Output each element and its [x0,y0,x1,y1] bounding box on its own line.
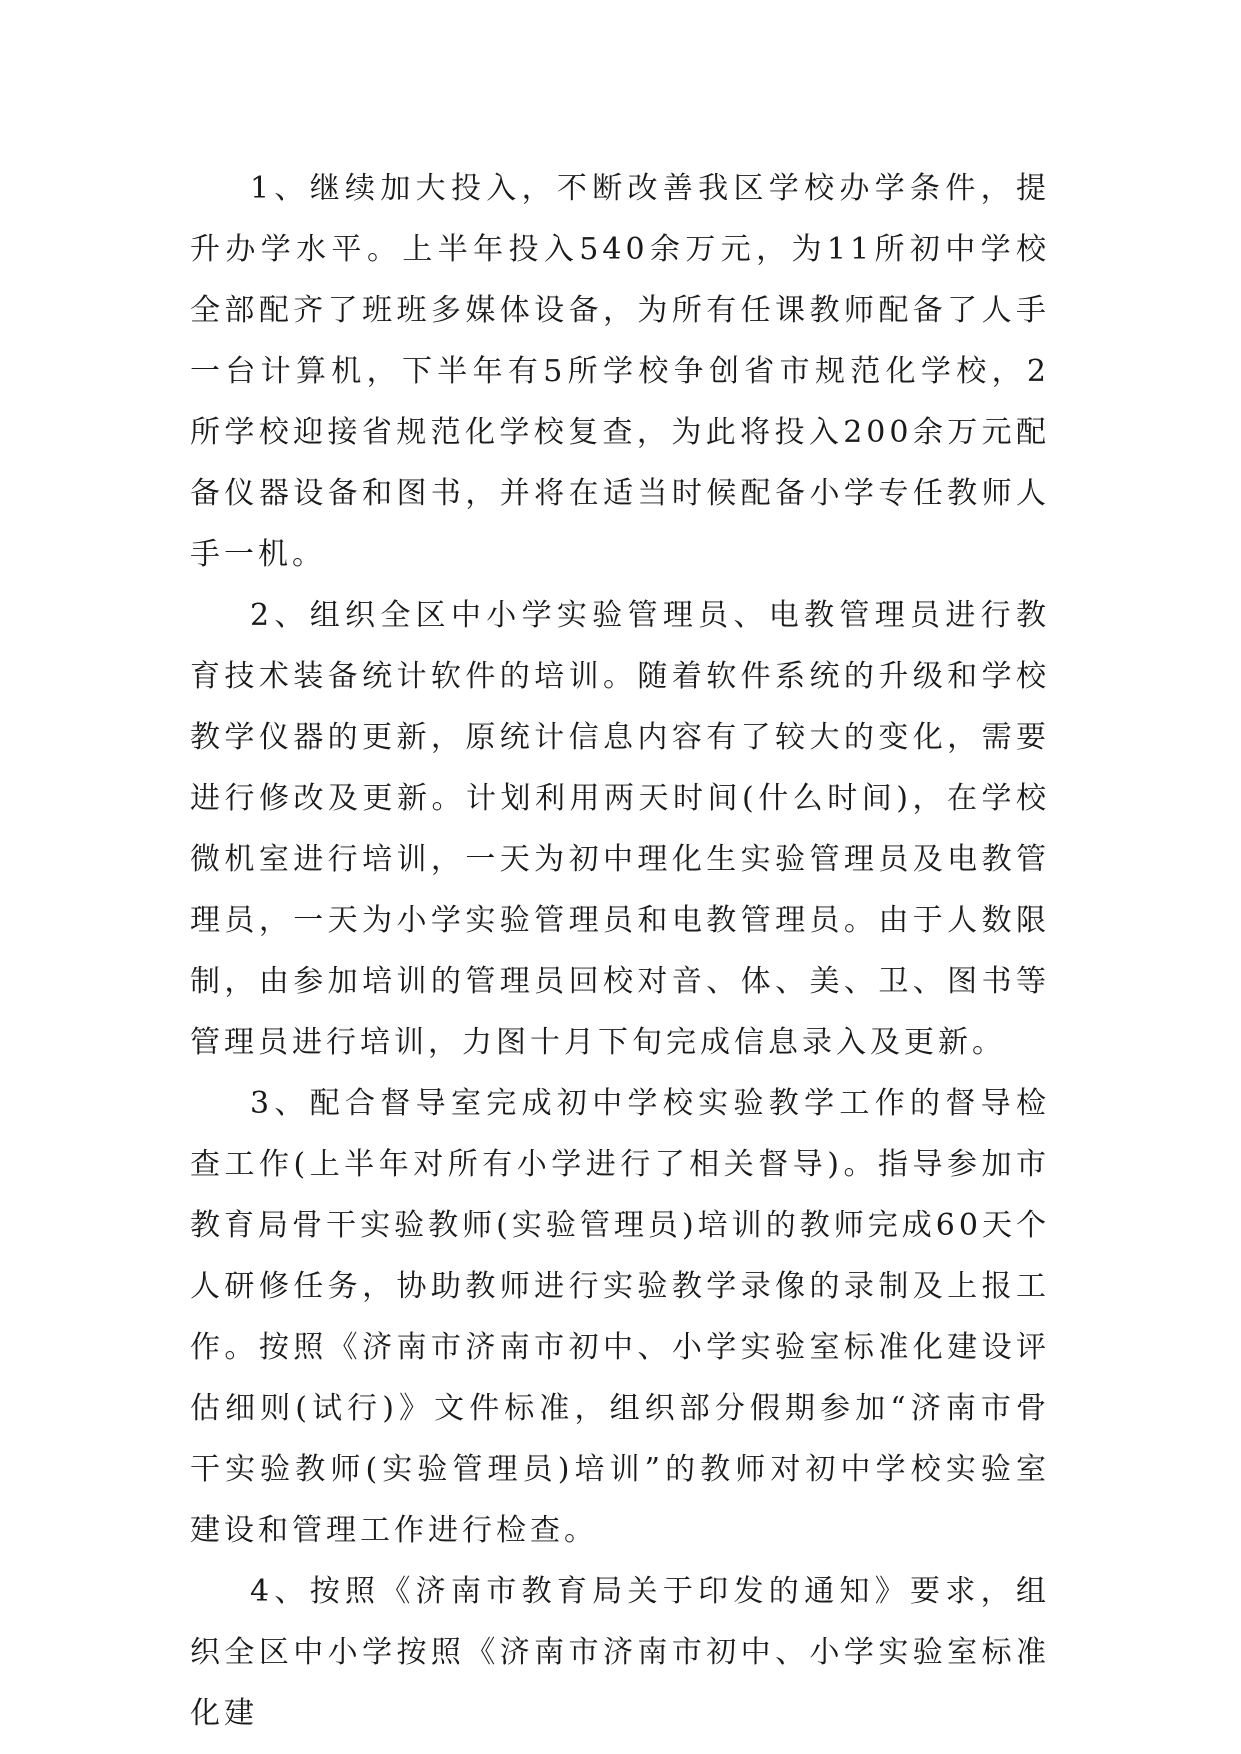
document-body [190,158,1050,1744]
paragraph-1: 1、继续加大投入，不断改善我区学校办学条件，提升办学水平。上半年投入540余万元，为11所初中学校全部配齐了班班多媒体设备，为所有任课教师配备了人手一台计算机，下半年有5所学校争创省市规范化学校，2所学校迎接省规范化学校复查，为此将投入200余万元配备仪器设备和图书，并将在适当时候配备小学专任教师人手一机。 [190,171,1050,572]
paragraph-2: 2、组织全区中小学实验管理员、电教管理员进行教育技术装备统计软件的培训。随着软件系统的升级和学校教学仪器的更新，原统计信息内容有了较大的变化，需要进行修改及更新。计划利用两天时间(什么时间)，在学校微机室进行培训，一天为初中理化生实验管理员及电教管理员，一天为小学实验管理员和电教管理员。由于人数限制，由参加培训的管理员回校对音、体、美、卫、图书等管理员进行培训，力图十月下旬完成信息录入及更新。 [190,598,1050,1060]
paragraph-4: 4、按照《济南市教育局关于印发的通知》要求，组织全区中小学按照《济南市济南市初中、小学实验室标准化建 [190,1574,1050,1731]
paragraph-3: 3、配合督导室完成初中学校实验教学工作的督导检查工作(上半年对所有小学进行了相关督导)。指导参加市教育局骨干实验教师(实验管理员)培训的教师完成60天个人研修任务，协助教师进行实验教学录像的录制及上报工作。按照《济南市济南市初中、小学实验室标准化建设评估细则(试行)》文件标准，组织部分假期参加“济南市骨干实验教师(实验管理员)培训”的教师对初中学校实验室建设和管理工作进行检查。 [190,1086,1050,1548]
